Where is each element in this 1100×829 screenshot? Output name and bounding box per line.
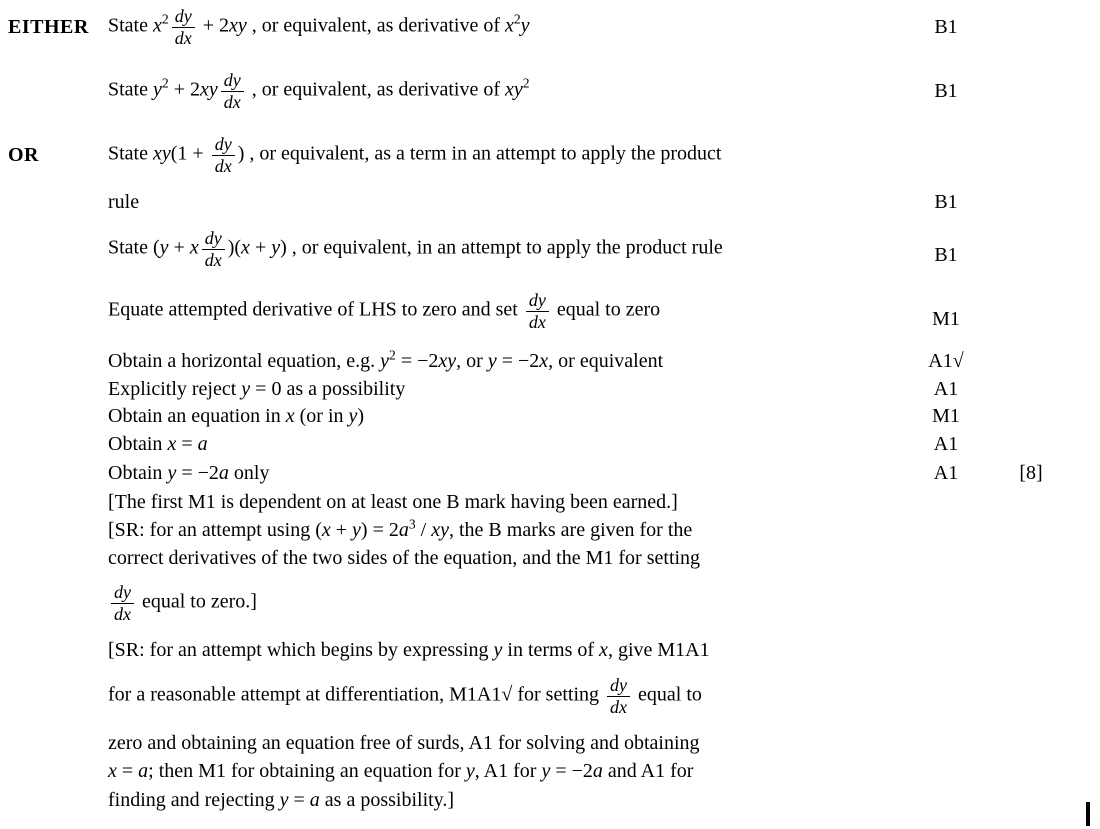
note-text: finding and rejecting y = a as a possibility.] [108, 788, 455, 811]
note-row [0, 758, 1100, 784]
note-row [0, 730, 1100, 756]
mark-row [0, 64, 1100, 118]
note-row [0, 545, 1100, 571]
mark-cell: A1√ [928, 349, 964, 372]
note-row [0, 637, 1100, 663]
either-label: EITHER [8, 15, 89, 38]
or-label: OR [8, 143, 39, 166]
mark-row [0, 431, 1100, 457]
mark-row [0, 222, 1100, 276]
criterion-text: Obtain a horizontal equation, e.g. $y^2 = -2xy$, or y = −2x, or equivalent [108, 346, 664, 372]
mark-cell: B1 [934, 79, 958, 102]
criterion-text: Obtain an equation in x (or in y) [108, 404, 365, 427]
mark-row [0, 189, 1100, 215]
criterion-text: Obtain y = −2a only [108, 461, 270, 484]
criterion-text: Obtain x = a [108, 432, 208, 455]
note-text: [The first M1 is dependent on at least one B mark having been earned.] [108, 490, 678, 513]
mark-cell: B1 [934, 243, 958, 266]
criterion-text: State xy(1 + $\frac{dy}{dx}$ ) , or equivalent, as a term in an attempt to apply the product [108, 134, 722, 176]
mark-row [0, 348, 1100, 374]
fraction-dy-dx: $\frac{dy}{dx}$ [212, 134, 235, 175]
mark-row [0, 128, 1100, 182]
total-marks: [8] [1019, 461, 1043, 484]
fraction-dy-dx: $\frac{dy}{dx}$ [202, 228, 225, 269]
mark-cell: B1 [934, 15, 958, 38]
criterion-text: State $y^2 + 2xy$ $\frac{dy}{dx}$ , or equivalent, as derivative of $xy^2$ [108, 70, 530, 112]
criterion-text: rule [108, 190, 140, 213]
fraction-dy-dx: $\frac{dy}{dx}$ [607, 675, 630, 716]
note-row [0, 575, 1100, 631]
fraction-dy-dx: $\frac{dy}{dx}$ [111, 582, 134, 623]
note-text: x = a; then M1 for obtaining an equation for y, A1 for y = −2a and A1 for [108, 759, 694, 782]
fraction-dy-dx: $\frac{dy}{dx}$ [526, 290, 549, 331]
mark-row [0, 460, 1100, 486]
note-text: for a reasonable attempt at differentiation, M1A1√ for setting $\frac{dy}{dx}$ equal to [108, 675, 702, 717]
note-row [0, 667, 1100, 725]
criterion-text: State (y + x $\frac{dy}{dx}$ )(x + y) , or equivalent, in an attempt to apply the product rule [108, 228, 723, 270]
mark-row [0, 284, 1100, 338]
note-row [0, 489, 1100, 515]
note-text: [SR: for an attempt using $(x + y) = 2a^3$ / xy, the B marks are given for the [108, 515, 693, 541]
mark-row [0, 376, 1100, 402]
text-cursor-bar [1086, 802, 1090, 826]
mark-row [0, 403, 1100, 429]
fraction-dy-dx: $\frac{dy}{dx}$ [221, 70, 244, 111]
mark-cell: A1 [933, 377, 959, 400]
criterion-text: State $x^2$ $\frac{dy}{dx}$ + 2xy , or equivalent, as derivative of $x^2y$ [108, 6, 530, 48]
mark-cell: B1 [934, 190, 958, 213]
note-row [0, 517, 1100, 543]
mark-cell: M1 [932, 404, 960, 427]
criterion-text: Explicitly reject y = 0 as a possibility [108, 377, 406, 400]
mark-cell: M1 [932, 307, 960, 330]
criterion-text: Equate attempted derivative of LHS to zero and set $\frac{dy}{dx}$ equal to zero [108, 290, 661, 332]
note-row [0, 787, 1100, 813]
note-text: $\frac{dy}{dx}$ equal to zero.] [108, 582, 900, 623]
mark-cell: A1 [933, 432, 959, 455]
note-text: zero and obtaining an equation free of surds, A1 for solving and obtaining [108, 731, 700, 754]
mark-cell: A1 [933, 461, 959, 484]
note-text: [SR: for an attempt which begins by expressing y in terms of x, give M1A1 [108, 638, 710, 661]
mark-row [0, 0, 1100, 54]
fraction-dy-dx: $\frac{dy}{dx}$ [172, 6, 195, 47]
note-text: correct derivatives of the two sides of the equation, and the M1 for setting [108, 546, 701, 569]
